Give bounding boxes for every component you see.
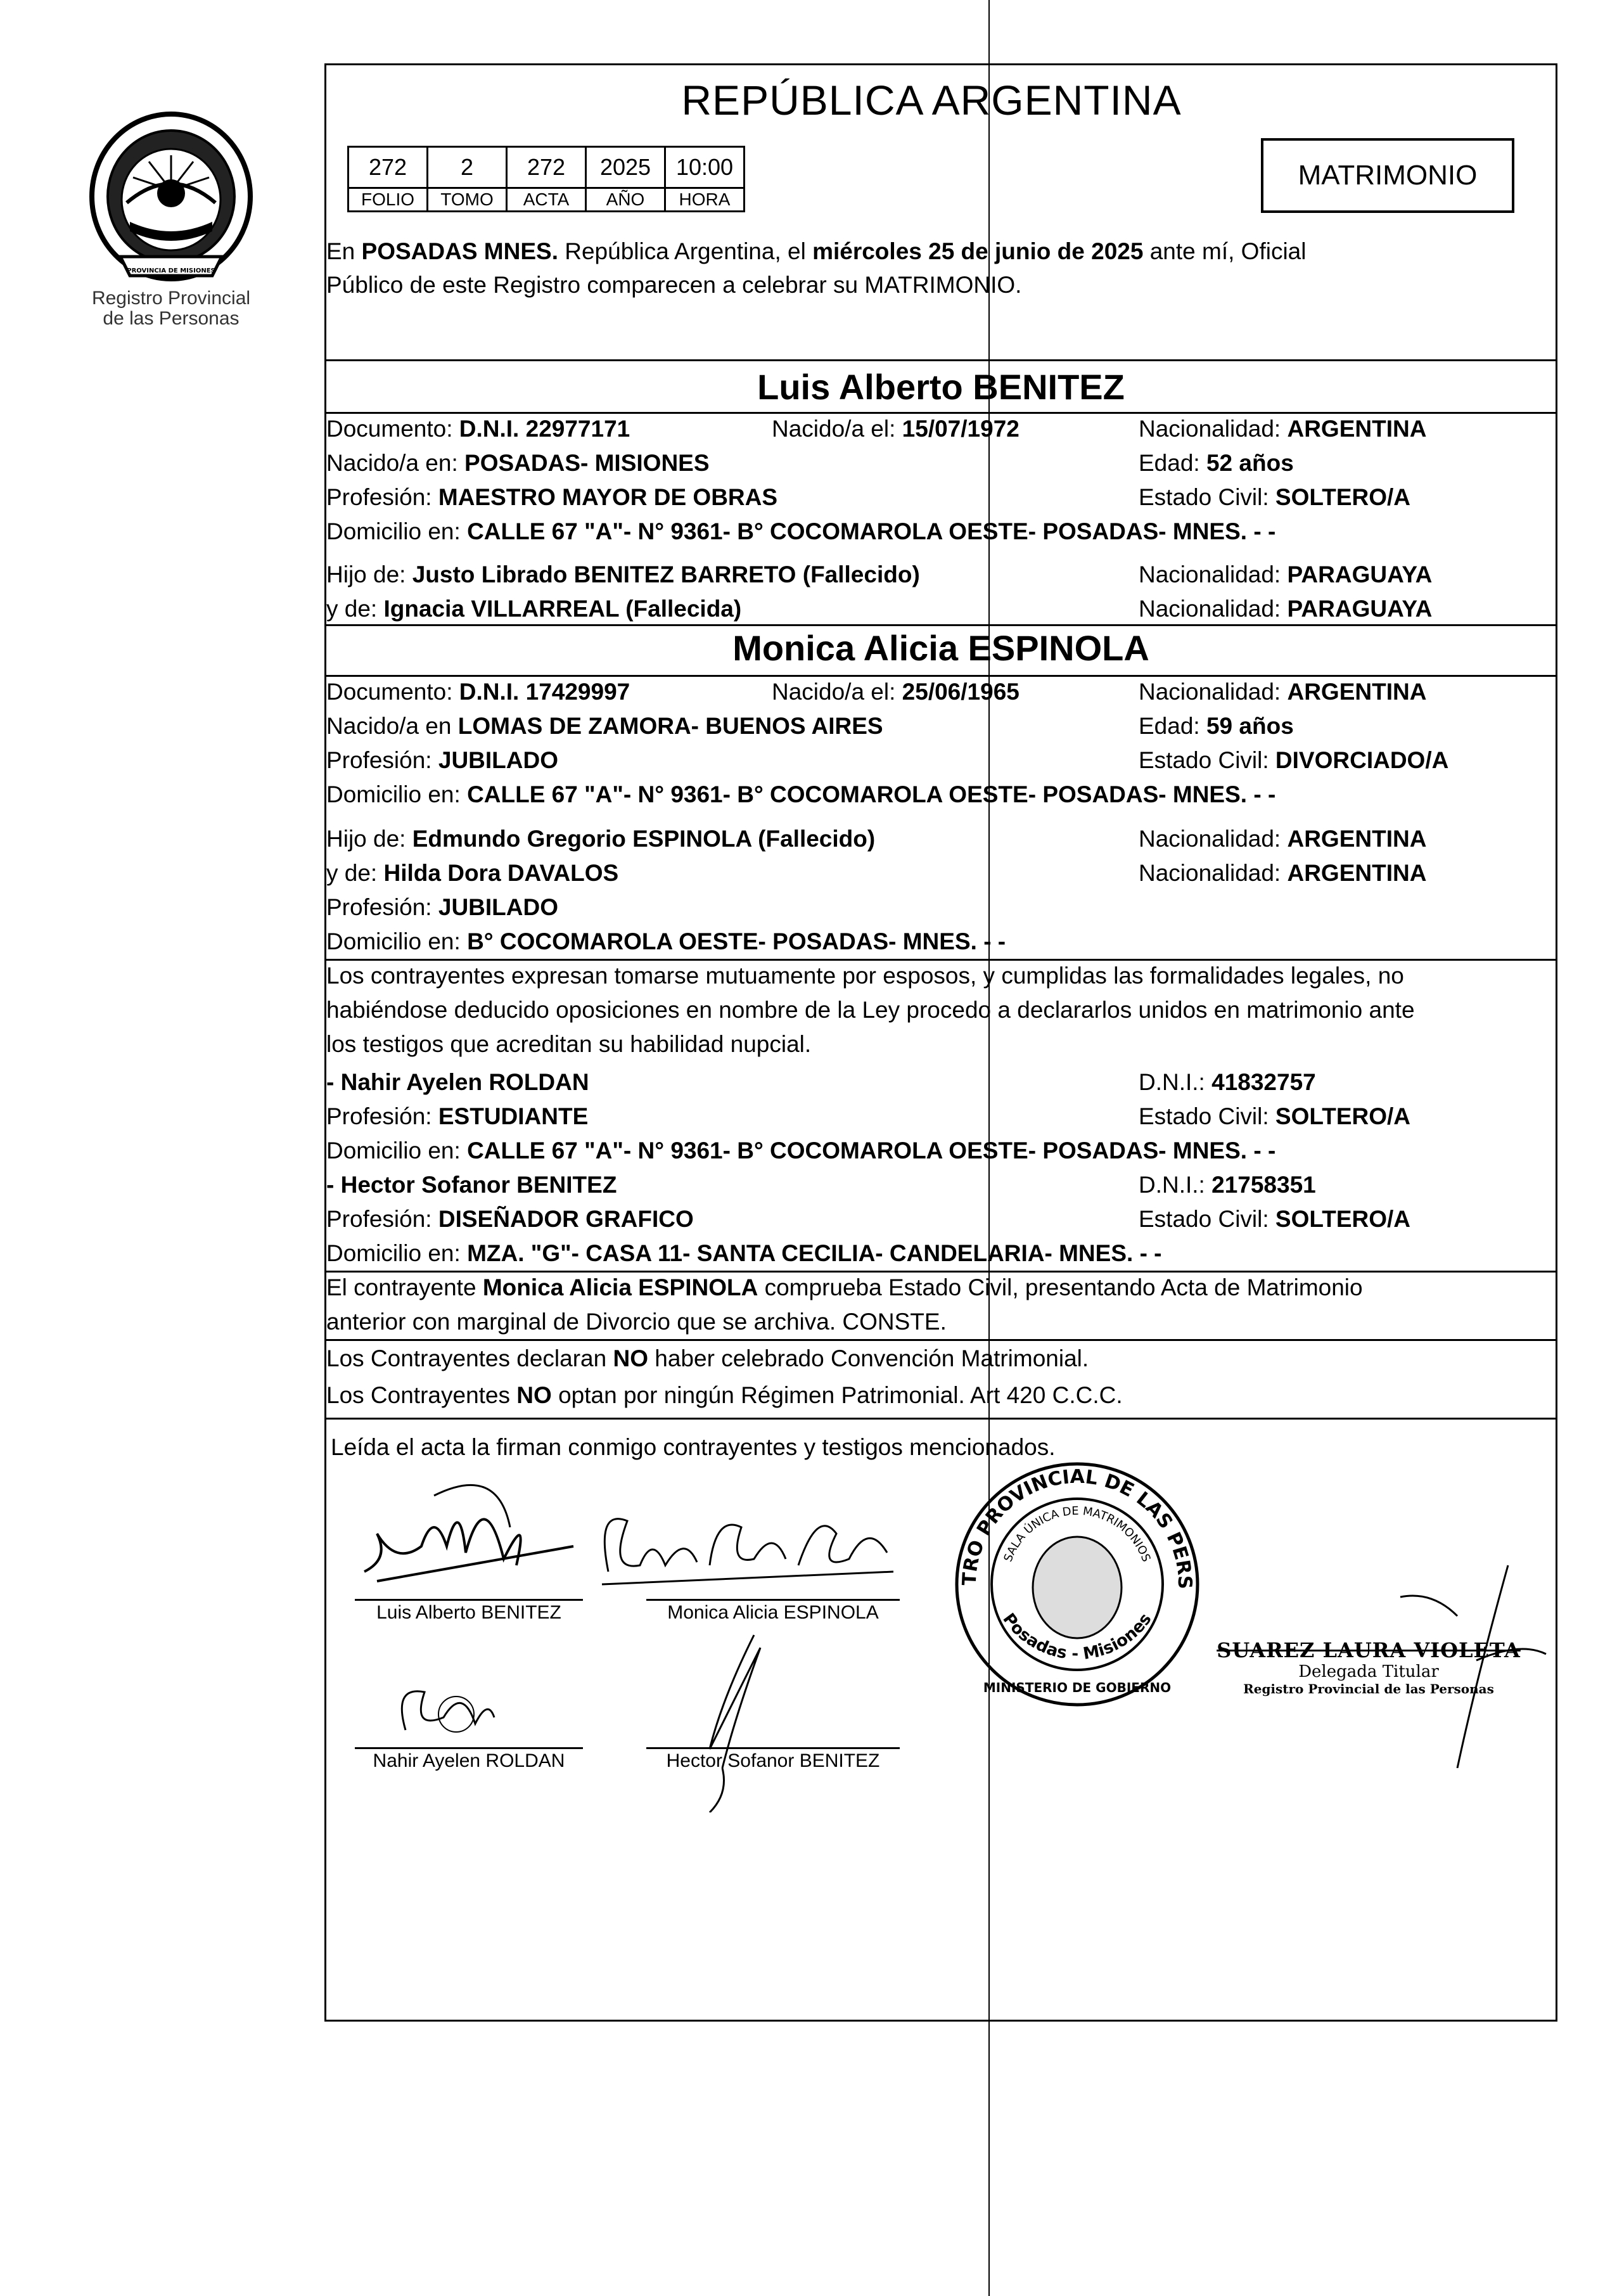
emblem-caption: Registro Provincial de las Personas [91,288,251,329]
spouse2-profession: Profesión: JUBILADO [326,747,558,773]
declaration-line-2: habiéndose deducido oposiciones en nombre de la Ley procedo a declararlos unidos en matrimonio ante [326,997,1415,1023]
spouse1-father-nat: Nacionalidad: PARAGUAYA [1139,561,1433,587]
svg-text:SALA ÚNICA DE MATRIMONIOS: SALA ÚNICA DE MATRIMONIOS [1001,1504,1153,1564]
spouse2-age: Edad: 59 años [1139,713,1294,739]
hora-label: HORA [665,188,745,212]
witness2-civil: Estado Civil: SOLTERO/A [1139,1206,1411,1232]
declaration-line-1: Los contrayentes expresan tomarse mutuamente por esposos, y cumplidas las formalidades legales, no [326,963,1404,989]
spouse1-address: Domicilio en: CALLE 67 "A"- N° 9361- B° COCOMAROLA OESTE- POSADAS- MNES. - - [326,518,1276,544]
witness1-dni: D.N.I.: 41832757 [1139,1069,1316,1095]
note-line-2: anterior con marginal de Divorcio que se archiva. CONSTE. [326,1309,947,1335]
spouse2-name: Monica Alicia ESPINOLA [732,628,1149,668]
signature-hector [684,1622,798,1812]
signature-label-monica: Monica Alicia ESPINOLA [667,1602,879,1623]
signature-label-hector: Hector Sofanor BENITEZ [666,1750,880,1771]
tomo-label: TOMO [428,188,507,212]
spouse2-parent-address: Domicilio en: B° COCOMAROLA OESTE- POSADAS- MNES. - - [326,928,1006,954]
spouse1-doc: Documento: D.N.I. 22977171 [326,416,630,442]
spouse2-mother: y de: Hilda Dora DAVALOS [326,860,619,886]
spouse2-nationality: Nacionalidad: ARGENTINA [1139,679,1427,705]
regime-line-1: Los Contrayentes declaran NO haber celebrado Convención Matrimonial. [326,1345,1089,1371]
coat-of-arms-icon [70,95,272,285]
tomo-value: 2 [428,147,507,188]
witness1-name: - Nahir Ayelen ROLDAN [326,1069,589,1095]
officer-role: Delegada Titular [1298,1662,1439,1681]
anio-label: AÑO [586,188,665,212]
signature-monica [589,1496,906,1597]
officer-name: SUAREZ LAURA VIOLETA [1217,1638,1521,1662]
spouse1-name: Luis Alberto BENITEZ [757,367,1125,407]
spouse1-birthplace: Nacido/a en: POSADAS- MISIONES [326,450,710,476]
folio-value: 272 [348,147,428,188]
svg-text:Posadas - Misiones: Posadas - Misiones [999,1610,1156,1664]
witness2-address: Domicilio en: MZA. "G"- CASA 11- SANTA CECILIA- CANDELARIA- MNES. - - [326,1240,1162,1266]
witness1-profession: Profesión: ESTUDIANTE [326,1103,589,1129]
intro-line-2: Público de este Registro comparecen a celebrar su MATRIMONIO. [326,272,1022,298]
anio-value: 2025 [586,147,665,188]
spouse2-birthplace: Nacido/a en LOMAS DE ZAMORA- BUENOS AIRES [326,713,883,739]
witness1-address: Domicilio en: CALLE 67 "A"- N° 9361- B° COCOMAROLA OESTE- POSADAS- MNES. - - [326,1138,1276,1164]
witness2-dni: D.N.I.: 21758351 [1139,1172,1316,1198]
signature-label-nahir: Nahir Ayelen ROLDAN [373,1750,565,1771]
signature-nahir [380,1673,507,1749]
officer-office: Registro Provincial de las Personas [1243,1681,1494,1696]
spouse1-nationality: Nacionalidad: ARGENTINA [1139,416,1427,442]
witness2-profession: Profesión: DISEÑADOR GRAFICO [326,1206,694,1232]
emblem [70,95,272,330]
record-table [347,146,745,212]
note-line-1: El contrayente Monica Alicia ESPINOLA comprueba Estado Civil, presentando Acta de Matrimonio [326,1274,1363,1300]
acta-label: ACTA [507,188,586,212]
signature-luis [339,1470,592,1603]
spouse1-mother: y de: Ignacia VILLARREAL (Fallecida) [326,596,742,622]
svg-text:MINISTERIO DE GOBIERNO: MINISTERIO DE GOBIERNO [983,1680,1172,1695]
spouse1-civil: Estado Civil: SOLTERO/A [1139,484,1411,510]
spouse2-birth: Nacido/a el: 25/06/1965 [772,679,1019,705]
officer-stamp [1191,1638,1546,1696]
intro-line-1: En POSADAS MNES. República Argentina, el miércoles 25 de junio de 2025 ante mí, Oficial [326,238,1307,264]
spouse2-civil: Estado Civil: DIVORCIADO/A [1139,747,1449,773]
folio-label: FOLIO [348,188,428,212]
spouse2-address: Domicilio en: CALLE 67 "A"- N° 9361- B° COCOMAROLA OESTE- POSADAS- MNES. - - [326,781,1276,807]
scan-fold-line [988,0,990,2296]
witness1-civil: Estado Civil: SOLTERO/A [1139,1103,1411,1129]
spouse1-birth: Nacido/a el: 15/07/1972 [772,416,1019,442]
regime-line-2: Los Contrayentes NO optan por ningún Régimen Patrimonial. Art 420 C.C.C. [326,1382,1123,1408]
svg-text:REGISTRO PROVINCIAL DE LAS PER: TRO PROVINCIAL DE LAS PERS [958,1465,1196,1589]
spouse2-father-nat: Nacionalidad: ARGENTINA [1139,826,1427,852]
spouse1-father: Hijo de: Justo Librado BENITEZ BARRETO (Fallecido) [326,561,920,587]
spouse1-profession: Profesión: MAESTRO MAYOR DE OBRAS [326,484,778,510]
spouse1-mother-nat: Nacionalidad: PARAGUAYA [1139,596,1433,622]
signature-label-luis: Luis Alberto BENITEZ [376,1602,561,1623]
spouse2-father: Hijo de: Edmundo Gregorio ESPINOLA (Fallecido) [326,826,876,852]
svg-text:PROVINCIA DE MISIONES: PROVINCIA DE MISIONES [127,267,215,274]
declaration-line-3: los testigos que acreditan su habilidad nupcial. [326,1031,812,1057]
page-title: REPÚBLICA ARGENTINA [681,77,1182,124]
spouse2-doc: Documento: D.N.I. 17429997 [326,679,630,705]
spouse2-mother-nat: Nacionalidad: ARGENTINA [1139,860,1427,886]
spouse1-age: Edad: 52 años [1139,450,1294,476]
witness2-name: - Hector Sofanor BENITEZ [326,1172,617,1198]
act-type-box: MATRIMONIO [1261,138,1514,213]
hora-value: 10:00 [665,147,745,188]
closing-text: Leída el acta la firman conmigo contrayentes y testigos mencionados. [331,1434,1056,1460]
acta-value: 272 [507,147,586,188]
spouse2-parent-profession: Profesión: JUBILADO [326,894,558,920]
